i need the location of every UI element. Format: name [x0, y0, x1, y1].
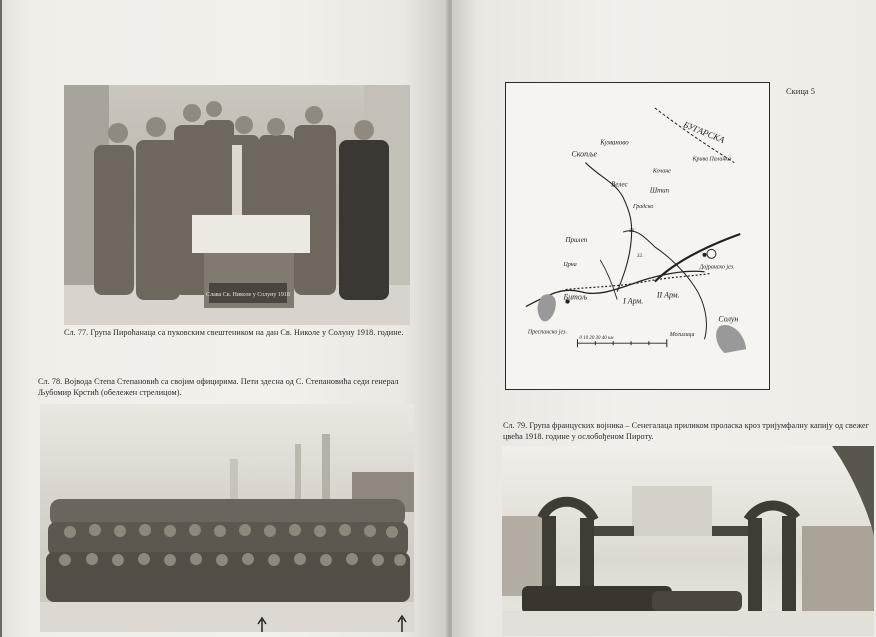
caption-77: Сл. 77. Група Пироћанаца са пуковским свештеником на дан Св. Николе у Солуну 1918. године.	[64, 328, 404, 337]
map-label-bulgaria: БУГАРСКА	[681, 119, 727, 145]
map-label-kriva-palanka: Крива Паланка	[692, 156, 731, 163]
map-label-army-2: II Арм.	[656, 290, 680, 300]
photo-77-group-with-priest	[64, 85, 410, 325]
map-label-kocane: Кочане	[652, 168, 671, 175]
map-label-bitolj: Битољ	[563, 292, 588, 302]
map-label-cerna: Црна	[563, 261, 577, 268]
map-label-solun: Солун	[718, 314, 739, 324]
map-label-skoplje: Скопље	[571, 149, 598, 159]
map-label-kumanovo: Куманово	[600, 138, 629, 147]
map-label-army-1: I Арм.	[623, 296, 644, 306]
map-label-32: 32.	[637, 253, 644, 259]
caption-79: Сл. 79. Група француских војника – Сенегалаца приликом проласка кроз тријумфалну капију од свежег цвећа 1918. године у ослобођеном Пироту.	[503, 421, 870, 441]
map-label-prilep: Прилеп	[565, 235, 588, 244]
photo-78-officers-group	[40, 404, 414, 632]
photo-79-triumphal-arch	[502, 446, 874, 636]
map-label-stip: Штип	[649, 186, 670, 195]
map-label-prespansko: Преспанско јез.	[527, 329, 567, 336]
map-label-gradsko: Градско	[633, 204, 654, 211]
sketch-map-5	[505, 82, 770, 390]
map-scale-label: 0 10 20 30 40 км	[579, 336, 614, 342]
sketch-label: Скица 5	[786, 86, 816, 96]
map-label-veles: Велес	[611, 180, 628, 189]
map-label-mogilica: Могилица	[669, 332, 695, 339]
map-label-39: 39.	[629, 229, 636, 235]
caption-78: Сл. 78. Војвода Степа Степановић са својим официрима. Пети здесна од С. Степановића седи генерал Љубомир Крстић (обележен стрелицом).	[38, 377, 399, 397]
map-label-dojransko: Дојранско јез.	[699, 264, 735, 271]
photo-77-sign-text: Слава Св. Николе у Солуну 1918	[206, 292, 290, 298]
